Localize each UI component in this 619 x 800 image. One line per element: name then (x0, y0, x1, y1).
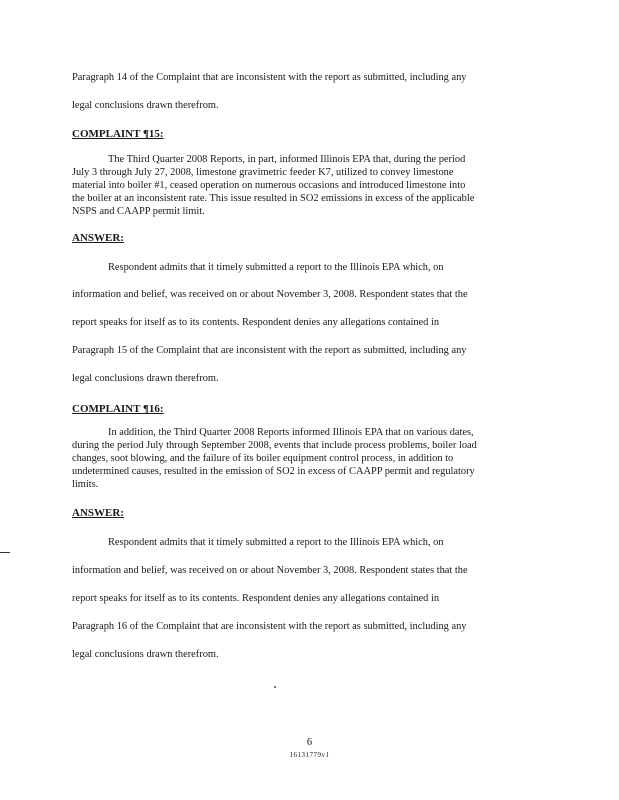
document-id: 16131779v1 (289, 751, 330, 759)
complaint-15-heading: COMPLAINT ¶15: (72, 128, 164, 140)
answer-16-line: report speaks for itself as to its contents. Respondent denies any allegations contained in (72, 593, 440, 604)
complaint-16-heading: COMPLAINT ¶16: (72, 403, 164, 415)
complaint-16-line: during the period July through September 2008, events that include process problems, boiler load (72, 440, 477, 451)
answer-15-line: Respondent admits that it timely submitted a report to the Illinois EPA which, on (108, 262, 444, 273)
complaint-16-line: undetermined causes, resulted in the emission of SO2 in excess of CAAPP permit and regulatory (72, 466, 475, 477)
body-text-line: Paragraph 14 of the Complaint that are inconsistent with the report as submitted, including any (72, 72, 467, 83)
page-number: 6 (306, 737, 313, 748)
scan-dot (274, 686, 276, 688)
complaint-15-line: NSPS and CAAPP permit limit. (72, 206, 205, 217)
complaint-15-line: July 3 through July 27, 2008, limestone gravimetric feeder K7, utilized to convey limestone (72, 167, 454, 178)
complaint-16-line: limits. (72, 479, 99, 490)
answer-16-heading: ANSWER: (72, 507, 124, 519)
complaint-15-line: The Third Quarter 2008 Reports, in part, informed Illinois EPA that, during the period (108, 154, 466, 165)
complaint-15-line: the boiler at an inconsistent rate. This issue resulted in SO2 emissions in excess of the applicable (72, 193, 475, 204)
body-text-line: legal conclusions drawn therefrom. (72, 100, 219, 111)
answer-15-line: Paragraph 15 of the Complaint that are inconsistent with the report as submitted, including any (72, 345, 467, 356)
answer-16-line: Paragraph 16 of the Complaint that are inconsistent with the report as submitted, including any (72, 621, 467, 632)
answer-16-line: information and belief, was received on or about November 3, 2008. Respondent states that the (72, 565, 468, 576)
complaint-16-line: In addition, the Third Quarter 2008 Reports informed Illinois EPA that on various dates, (108, 427, 474, 438)
answer-16-line: legal conclusions drawn therefrom. (72, 649, 219, 660)
answer-15-heading: ANSWER: (72, 232, 124, 244)
margin-mark (0, 552, 10, 553)
complaint-15-line: material into boiler #1, ceased operation on numerous occasions and introduced limestone into (72, 180, 466, 191)
answer-15-line: information and belief, was received on or about November 3, 2008. Respondent states that the (72, 289, 468, 300)
answer-16-line: Respondent admits that it timely submitted a report to the Illinois EPA which, on (108, 537, 444, 548)
answer-15-line: legal conclusions drawn therefrom. (72, 373, 219, 384)
complaint-16-line: changes, soot blowing, and the failure of its boiler equipment control process, in addition to (72, 453, 454, 464)
answer-15-line: report speaks for itself as to its contents. Respondent denies any allegations contained in (72, 317, 440, 328)
